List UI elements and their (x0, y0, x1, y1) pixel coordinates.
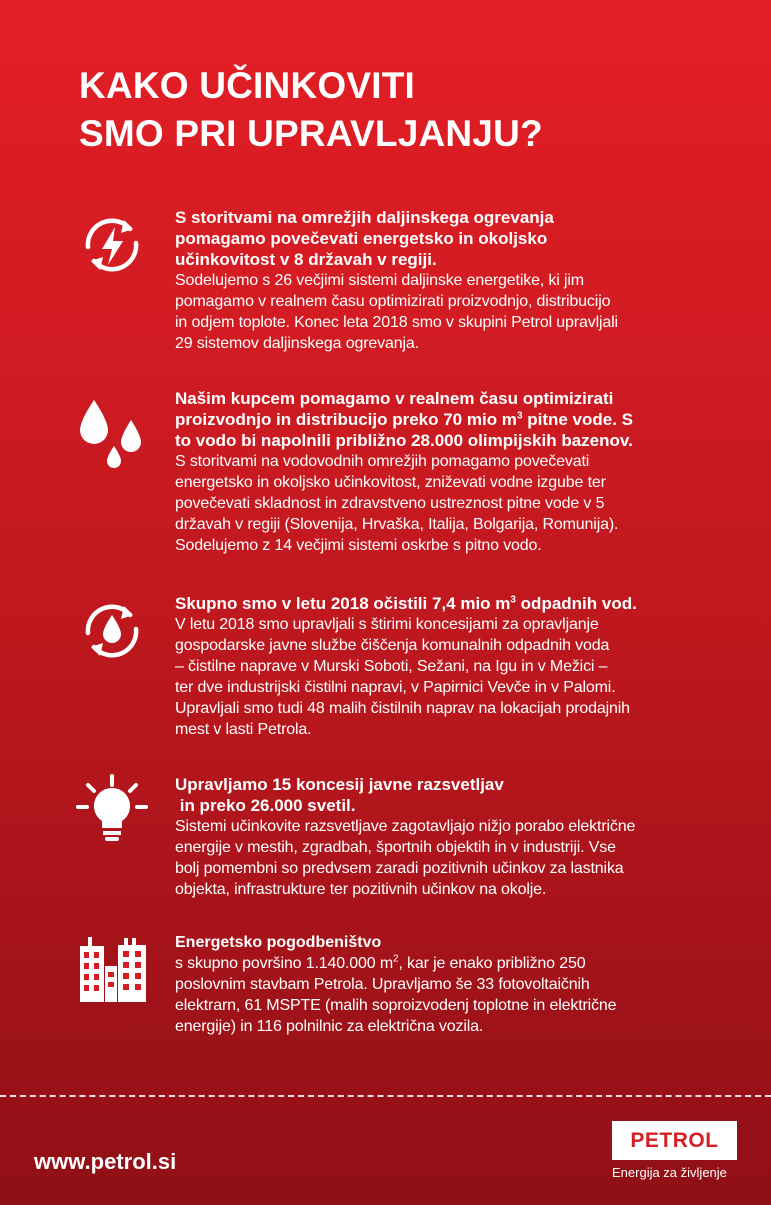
section-wastewater-heading: Skupno smo v letu 2018 očistili 7,4 mio $m^3$ odpadnih vod. (175, 594, 637, 613)
section-energy-contracting-body: s skupno površino 1.140.000 $m^2$, kar je enako približno 250 poslovnim stavbam Petrola. Upravljamo še 33 fotovoltaičnih elektrarn, 61 MSPTE (malih soproizvodenj toplotne in električne energije) in 116 polnilnic za električna vozila. (175, 953, 617, 1035)
section-energy-contracting-text (175, 932, 715, 1037)
section-energy-contracting-heading: Energetsko pogodbeništvo (175, 934, 382, 951)
energy-cycle-icon (74, 207, 150, 283)
section-wastewater-text (175, 593, 715, 740)
water-cycle-icon (74, 593, 150, 669)
buildings-icon (74, 934, 150, 1010)
section-district-heating-heading: S storitvami na omrežjih daljinskega ogrevanja pomagamo povečevati energetsko in okoljsko učinkovitost v 8 državah v regiji. (175, 208, 554, 269)
section-district-heating-text (175, 207, 715, 354)
brand-tagline: Energija za življenje (612, 1165, 727, 1180)
section-drinking-water-body: S storitvami na vodovodnih omrežjih pomagamo povečevati energetsko in okoljsko učinkovitost, zniževati vodne izgube ter povečevati skladnost in zdravstveno ustreznost pitne vode v 5 državah v regiji (Slovenija, Hrvaška, Italija, Bolgarija, Romunija). Sodelujemo z 14 večjimi sistemi oskrbe s pitno vodo. (175, 453, 619, 554)
petrol-logo-text: PETROL (630, 1128, 719, 1152)
section-public-lighting-text (175, 774, 715, 900)
petrol-logo (612, 1121, 737, 1160)
page-title-line-1: KAKO UČINKOVITI (79, 65, 415, 106)
light-bulb-icon (74, 774, 150, 850)
section-drinking-water-text (175, 388, 715, 556)
website-link[interactable]: www.petrol.si (34, 1149, 177, 1174)
page-title-line-2: SMO PRI UPRAVLJANJU? (79, 113, 543, 154)
footer-divider (0, 1095, 771, 1097)
water-drops-icon (74, 398, 150, 474)
section-district-heating-body: Sodelujemo s 26 večjimi sistemi daljinske energetike, ki jim pomagamo v realnem času optimizirati proizvodnjo, distribucijo in odjem toplote. Konec leta 2018 smo v skupini Petrol upravljali 29 sistemov daljinskega ogrevanja. (175, 272, 618, 352)
section-drinking-water-heading: Našim kupcem pomagamo v realnem času optimizirati proizvodnjo in distribucijo preko 70 mio $m^3$ pitne vode. S to vodo bi napolnili približno 28.000 olimpijskih bazenov. (175, 389, 634, 450)
section-public-lighting-heading: Upravljamo 15 koncesij javne razsvetljav in preko 26.000 svetil. (175, 775, 504, 815)
page-title (79, 62, 719, 158)
section-wastewater-body: V letu 2018 smo upravljali s štirimi koncesijami za opravljanje gospodarske javne službe čiščenja komunalnih odpadnih voda – čistilne naprave v Murski Soboti, Sežani, na Igu in v Mežici – ter dve industrijski čistilni napravi, v Papirnici Vevče in v Palomi. Upravljali smo tudi 48 malih čistilnih naprav na lokacijah prodajnih mest v lasti Petrola. (175, 616, 630, 738)
section-public-lighting-body: Sistemi učinkovite razsvetljave zagotavljajo nižjo porabo električne energije v mestih, zgradbah, športnih objektih in v industriji. Vse bolj pomembni so predvsem zaradi pozitivnih učinkov za lastnika objekta, infrastrukture ter pozitivnih učinkov na okolje. (175, 818, 636, 898)
